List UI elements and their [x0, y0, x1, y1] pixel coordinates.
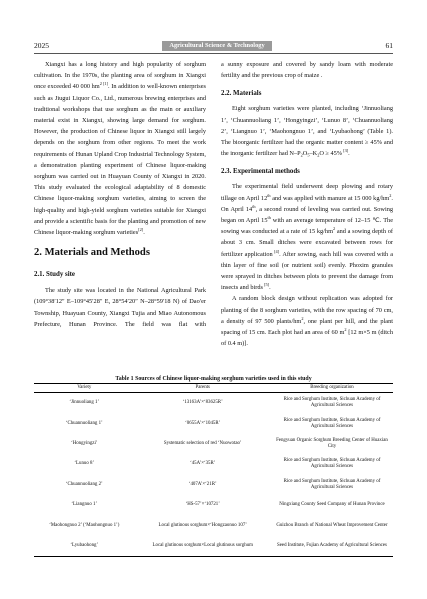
subsection-heading-experimental-methods: 2.3. Experimental methods — [221, 168, 300, 176]
organization-cell: Rice and Sorghum Institute, Sichuan Academy of Agricultural Sciences — [283, 397, 381, 409]
organization-cell: Ningxiang County Seed Company of Hunan Province — [279, 502, 385, 508]
table-header-row — [34, 384, 393, 393]
right-column — [221, 59, 393, 349]
variety-sources-table — [34, 383, 393, 557]
header-journal-title: Agricultural Science & Technology — [162, 41, 272, 51]
column-header-breeding-organization: Breeding organization — [271, 384, 393, 393]
intro-paragraph: Xiangxi has a long history and high popularity of sorghum cultivation. In the 1970s, the planting area of sorghum in Xiangxi once exceeded 40 000 $hm^{2 [1]}$. In addition to well-known enterprises such as Jiugui Liquor Co., Ltd., numerous brewing enterprises and traditional workshops that use sorghum as the main or auxiliary material exist in Xiangxi, showing large demand for sorghum. However, the production of Chinese liquor in Xiangxi still largely depends on the sorghum from other regions. To meet the work requirements of Hunan Upland Crop Industrial Technology System, a demonstration planting experiment of Chinese liquor-making sorghum was carried out in Huayuan County of Xiangxi in 2020. This study evaluated the ecological adaptability of 8 domestic Chinese liquor-making sorghum varieties, aiming to screen the high-quality and high-yield sorghum varieties suitable for Xiangxi and provide a scientific basis for the planting and promotion of new Chinese liquor-making sorghum varieties[2]. — [34, 61, 206, 237]
left-column — [34, 59, 206, 330]
parents-cell: ‘0655A’×‘1045R’ — [185, 420, 221, 426]
study-site-paragraph: The study site was located in the National Agricultural Park (109°38′12″ E–109°45′28″ E, 28°54′20″ N–28°59′18 N) of Dao′er Township, Huayuan County, Xiangxi Tujia and Miao Autonomous Prefecture, Hunan Province. The field was flat with — [34, 287, 206, 328]
header-page-number: 61 — [385, 41, 393, 50]
variety-cell: ‘Chuannuoliang 2’ — [65, 481, 103, 487]
variety-cell: ‘Lunuo 8’ — [74, 461, 95, 467]
table-caption: Table 1 Sources of Chinese liquor-making sorghum varieties used in this study — [115, 376, 312, 382]
variety-cell: ‘Maohongnuo 2’ (‘Maohongnuo 1’) — [49, 522, 120, 528]
experimental-methods-paragraph-1: The experimental field underwent deep plowing and rotary tillage on April 12th and was applied with manure at 15 000 $kg/hm^2$. On April 14th, a second round of leveling was carried out. Sowing began on April 15th with an average temperature of 12–15 ℃. The sowing was conducted at a rate of 15 $kg/hm^2$ and a sowing depth of about 3 cm. Small ditches were excavated between rows for fertilizer application [4]. After sowing, each hill was covered with a thin layer of fine soil (or nutrient soil) evenly. Phoxim granules were sprayed in ditches between plots to prevent the damage from insects and birds [5]. — [221, 183, 393, 292]
experimental-methods-paragraph-2: A random block design without replication was adopted for planting of the 8 sorghum varieties, with the row spacing of 70 cm, a density of 97 500 plants/$hm^2$, one plant per hill, and the plant spacing of 15 cm. Each plot had an area of 60 $m^2$ [12 m×5 m (ditch of 0.4 m)]. — [221, 295, 393, 348]
running-header — [34, 40, 393, 52]
parents-cell: Local glutinous sorghum×Local glutinous sorghum — [135, 536, 271, 557]
organization-cell: Rice and Sorghum Institute, Sichuan Academy of Agricultural Sciences — [283, 478, 381, 490]
column-header-variety: Variety — [34, 384, 135, 393]
variety-cell: ‘Hongyingzi’ — [71, 440, 98, 446]
table-row — [34, 413, 393, 433]
table-row — [34, 475, 393, 495]
variety-cell: ‘Jinnuoliang 1’ — [69, 400, 100, 406]
parents-cell: Local glutinous sorghum×‘Hongzaonuo 107’ — [158, 522, 247, 528]
parents-cell: ‘45A’×‘35R’ — [190, 461, 216, 467]
organization-cell: Rice and Sorghum Institute, Sichuan Academy of Agricultural Sciences — [283, 417, 381, 429]
subsection-heading-materials: 2.2. Materials — [221, 90, 262, 98]
table-row — [34, 515, 393, 535]
section-heading-materials-methods: 2. Materials and Methods — [34, 247, 150, 259]
table-row — [34, 536, 393, 557]
study-site-continued-paragraph: a sunny exposure and covered by sandy loam with moderate fertility and the previous crop of maize . — [221, 61, 393, 80]
variety-cell: ‘Lyubaohong’ — [34, 536, 135, 557]
header-rule — [34, 53, 393, 54]
organization-cell: Rice and Sorghum Institute, Sichuan Academy of Agricultural Sciences — [283, 458, 381, 470]
variety-cell: ‘Liangnuo 1’ — [71, 502, 98, 508]
materials-paragraph: Eight sorghum varieties were planted, including ‘Jinnuoliang 1’, ‘Chuannuoliang 1’, ‘Hongyingzi’, ‘Lunuo 8’, ‘Chuannuoliang 2’, ‘Liangnuo 1’, ‘Maohongnuo 1’, and ‘Lyubaohong’ (Table 1). The bioorganic fertilizer had the organic matter content ≥ 45% and the inorganic fertilizer had $N-P_2O_5-K_2O \ge 45\%$ [3]. — [221, 105, 393, 158]
subsection-heading-study-site: 2.1. Study site — [34, 271, 75, 279]
parents-cell: ‘407A’×‘21R’ — [188, 481, 217, 487]
parents-cell: ‘HS-57’×‘10721’ — [185, 502, 220, 508]
table-row — [34, 434, 393, 454]
header-year: 2025 — [34, 41, 49, 50]
organization-cell: Seed Institute, Fujian Academy of Agricultural Sciences — [271, 536, 393, 557]
table-row — [34, 495, 393, 515]
parents-cell: ‘13163A’×‘83625R’ — [182, 400, 223, 406]
column-header-parents: Parents — [135, 384, 271, 393]
organization-cell: Guizhou Branch of National Wheat Improvement Center — [276, 522, 388, 528]
table-row — [34, 393, 393, 414]
variety-cell: ‘Chuannuoliang 1’ — [65, 420, 103, 426]
organization-cell: Fengyuan Organic Sorghum Breeding Center of Huaxian City — [276, 437, 388, 449]
parents-cell: Systematic selection of red ‘Nuowotao’ — [163, 440, 242, 446]
table-row — [34, 454, 393, 474]
